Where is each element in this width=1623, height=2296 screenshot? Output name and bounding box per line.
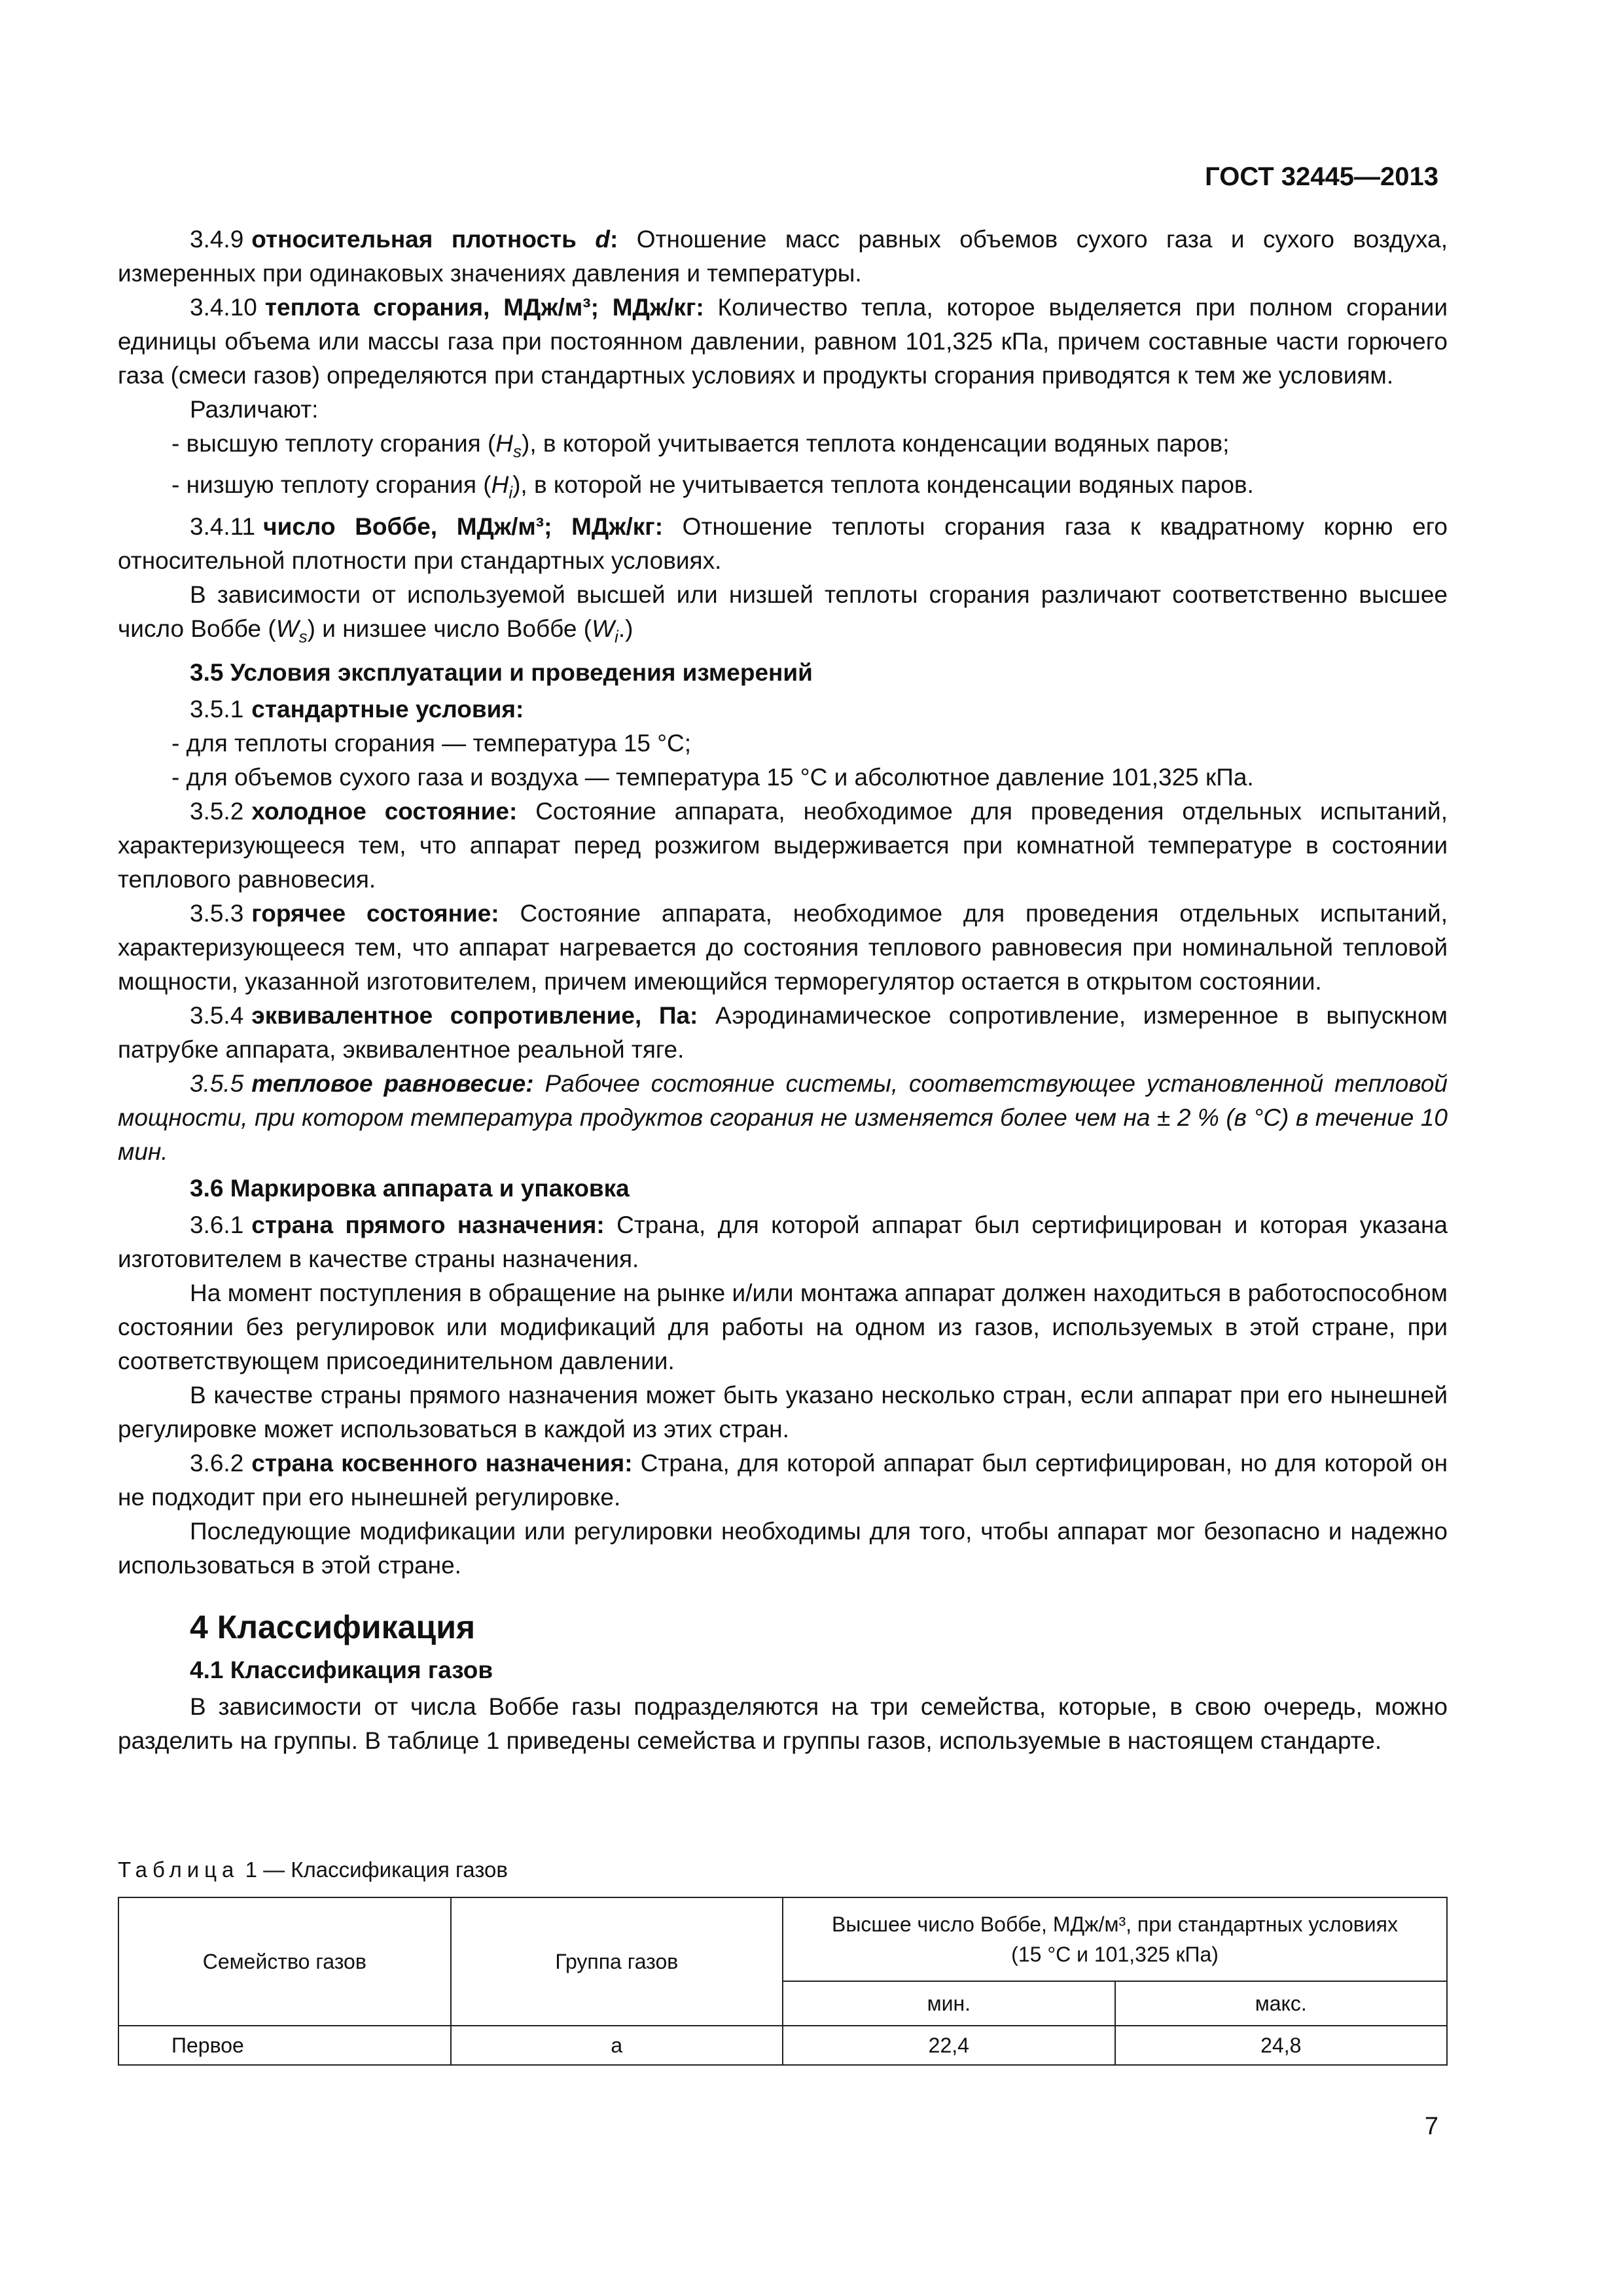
clause-3-4-9 xyxy=(118,223,1448,291)
cell-family: Первое xyxy=(118,2026,451,2065)
definition-text: Состояние аппарата, необходимое для проведения отдельных испытаний, характеризующееся тем, что аппарат перед розжигом выдерживается при комнатной температуре в состоянии теплового равновесия. xyxy=(118,798,1448,893)
column-header-group: Группа газов xyxy=(451,1897,783,2026)
term: число Воббе, МДж/м³; МДж/кг: xyxy=(263,512,664,540)
term: теплота сгорания, МДж/м³; МДж/кг: xyxy=(264,294,704,321)
term: горячее состояние: xyxy=(251,900,499,927)
term-colon: : xyxy=(609,226,618,253)
term: стандартные условия: xyxy=(251,696,524,723)
clause-3-5-5 xyxy=(118,1067,1448,1169)
clause-number: 3.6.1 xyxy=(190,1211,244,1239)
list-item: - для объемов сухого газа и воздуха — температура 15 °С и абсолютное давление 101,325 кПа. xyxy=(171,764,1254,791)
clause-3-5-3 xyxy=(118,897,1448,999)
cell-group: а xyxy=(451,2026,783,2065)
clause-3-5-4 xyxy=(118,999,1448,1067)
list-item-text: ), в которой не учитывается теплота конденсации водяных паров. xyxy=(512,471,1254,499)
document-id-header: ГОСТ 32445—2013 xyxy=(1205,162,1438,191)
definition-text: Количество тепла, которое выделяется при полном сгорании единицы объема или массы газа при постоянном давлении, равном 101,325 кПа, причем составные части горючего газа (смеси газов) определяются при стандартных условиях и продукты сгорания приводятся к тем же условиям. xyxy=(118,294,1448,389)
symbol: W xyxy=(592,615,615,642)
clause-3-4-11 xyxy=(118,510,1448,578)
clause-number: 3.5.2 xyxy=(190,798,244,825)
clause-3-6-2 xyxy=(118,1446,1448,1515)
definition-text: Отношение масс равных объемов сухого газа и сухого воздуха, измеренных при одинаковых значениях давления и температуры. xyxy=(118,226,1448,287)
table-row xyxy=(118,2026,1447,2065)
definition-text: Аэродинамическое сопротивление, измеренное в выпускном патрубке аппарата, эквивалентное реальной тяге. xyxy=(118,1002,1448,1064)
list-item-text: - низшую теплоту сгорания ( xyxy=(171,471,491,499)
paragraph: Последующие модификации или регулировки необходимы для того, чтобы аппарат мог безопасно и надежно использоваться в этой стране. xyxy=(118,1518,1448,1579)
wobbe-header-line2: (15 °С и 101,325 кПа) xyxy=(1011,1943,1219,1966)
clause-number: 3.5.3 xyxy=(190,900,244,927)
clause-number: 3.5.5 xyxy=(190,1070,244,1098)
column-header-family: Семейство газов xyxy=(118,1897,451,2026)
list-item-text: ), в которой учитывается теплота конденсации водяных паров; xyxy=(522,430,1230,457)
section-heading-3-5: 3.5 Условия эксплуатации и проведения измерений xyxy=(190,659,813,687)
definition-text: Страна, для которой аппарат был сертифицирован, но для которой он не подходит при его нынешней регулировке. xyxy=(118,1450,1448,1511)
symbol: W xyxy=(276,615,299,642)
definition-text: Состояние аппарата, необходимое для проведения отдельных испытаний, характеризующееся тем, что аппарат нагревается до состояния теплового равновесия при номинальной тепловой мощности, указанной изготовителем, причем имеющийся терморегулятор остается в открытом состоянии. xyxy=(118,900,1448,996)
symbol: H xyxy=(495,430,514,457)
table-caption-title: 1 — Классификация газов xyxy=(245,1857,508,1882)
list-item-higher-heat xyxy=(118,427,1448,468)
section-heading-4: 4 Классификация xyxy=(190,1609,476,1646)
clause-number: 3.5.4 xyxy=(190,1002,244,1030)
term: страна косвенного назначения: xyxy=(251,1450,633,1477)
page-number: 7 xyxy=(1424,2113,1438,2140)
column-header-wobbe xyxy=(783,1897,1447,1981)
symbol: H xyxy=(491,471,509,499)
paragraph-text: ) и низшее число Воббе ( xyxy=(307,615,592,642)
cell-min: 22,4 xyxy=(783,2026,1115,2065)
symbol-subscript: i xyxy=(615,626,618,647)
wobbe-paragraph xyxy=(118,578,1448,653)
definition-text: Отношение теплоты сгорания газа к квадратному корню его относительной плотности при стандартных условиях. xyxy=(118,512,1448,574)
clause-number: 3.6.2 xyxy=(190,1450,244,1477)
section-heading-4-1: 4.1 Классификация газов xyxy=(190,1657,493,1684)
paragraph-text: В зависимости от используемой высшей или низшей теплоты сгорания различают соответственно высшее число Воббе ( xyxy=(118,581,1448,642)
definition-text: Рабочее состояние системы, соответствующее установленной тепловой мощности, при котором температура продуктов сгорания не изменяется более чем на ± 2 % (в °С) в течение 10 мин. xyxy=(118,1070,1448,1166)
paragraph: На момент поступления в обращение на рынке и/или монтажа аппарат должен находиться в работоспособном состоянии без регулировок или модификаций для работы на одном из газов, используемых в этой стране, при соответствующем присоединительном давлении. xyxy=(118,1280,1448,1375)
clause-3-4-10 xyxy=(118,291,1448,393)
list-item-text: - высшую теплоту сгорания ( xyxy=(171,430,496,457)
clause-3-5-1 xyxy=(118,692,1448,726)
paragraph-text: .) xyxy=(618,615,633,642)
clause-3-6-1 xyxy=(118,1208,1448,1276)
paragraph: В зависимости от числа Воббе газы подразделяются на три семейства, которые, в свою очередь, можно разделить на группы. В таблице 1 приведены семейства и группы газов, используемые в настоящем стандарте. xyxy=(118,1693,1448,1755)
list-item: - для теплоты сгорания — температура 15 °С; xyxy=(171,730,692,757)
table-caption-word: Таблица xyxy=(118,1857,240,1882)
gas-classification-table xyxy=(118,1897,1448,2066)
term: страна прямого назначения: xyxy=(251,1211,605,1239)
clause-3-5-2 xyxy=(118,795,1448,897)
table-caption xyxy=(118,1857,508,1882)
term: относительная плотность xyxy=(251,226,577,253)
definition-text: Страна, для которой аппарат был сертифицирован и которая указана изготовителем в качестве страны назначения. xyxy=(118,1211,1448,1273)
cell-max: 24,8 xyxy=(1115,2026,1447,2065)
term: тепловое равновесие: xyxy=(251,1070,534,1098)
symbol-subscript: i xyxy=(508,482,513,503)
symbol-subscript: s xyxy=(513,441,522,461)
document-body xyxy=(118,223,1448,1758)
section-heading-3-6: 3.6 Маркировка аппарата и упаковка xyxy=(190,1175,630,1202)
term-symbol: d xyxy=(595,226,610,253)
clause-number: 3.4.11 xyxy=(190,512,256,540)
clause-number: 3.4.9 xyxy=(190,226,244,253)
column-header-max: макс. xyxy=(1115,1981,1447,2026)
column-header-min: мин. xyxy=(783,1981,1115,2026)
list-item-lower-heat xyxy=(118,468,1448,509)
clause-number: 3.4.10 xyxy=(190,294,257,321)
term: эквивалентное сопротивление, Па: xyxy=(251,1002,698,1030)
distinguish-label: Различают: xyxy=(190,396,319,423)
paragraph: В качестве страны прямого назначения может быть указано несколько стран, если аппарат при его нынешней регулировке может использоваться в каждой из этих стран. xyxy=(118,1382,1448,1443)
term: холодное состояние: xyxy=(251,798,518,825)
clause-number: 3.5.1 xyxy=(190,696,244,723)
wobbe-header-line1: Высшее число Воббе, МДж/м³, при стандартных условиях xyxy=(832,1912,1398,1936)
symbol-subscript: s xyxy=(298,626,308,647)
